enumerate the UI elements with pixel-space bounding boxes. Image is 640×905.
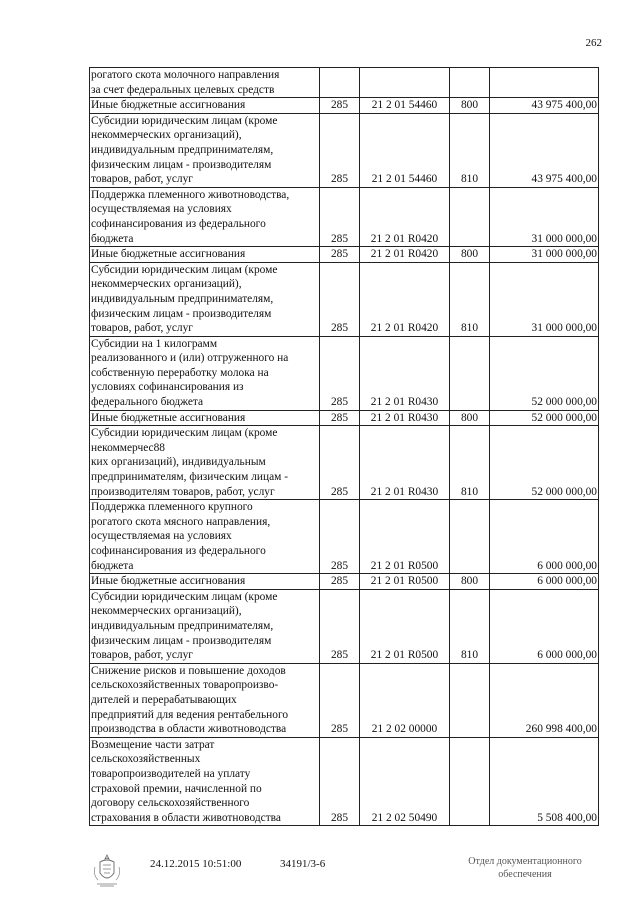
table-row: [90, 574, 599, 590]
cell-target-article: 21 2 01 R0420: [360, 262, 450, 336]
cell-amount: 52 000 000,00: [490, 426, 599, 500]
cell-description: Субсидии на 1 килограмм реализованного и (или) отгруженного на собственную переработку молока на условиях софинансирования из федерального бюджета: [90, 336, 320, 410]
cell-target-article: 21 2 01 R0500: [360, 589, 450, 663]
cell-description: Субсидии юридическим лицам (кроме некоммерчес88 ких организаций), индивидуальным предпринимателям, физическим лицам - производителям товаров, работ, услуг: [90, 426, 320, 500]
cell-expense-type: 810: [450, 262, 490, 336]
cell-department-code: 285: [320, 663, 360, 737]
cell-target-article: 21 2 01 R0430: [360, 410, 450, 426]
budget-table-body: [90, 68, 599, 826]
cell-department-code: 285: [320, 247, 360, 263]
cell-amount: 260 998 400,00: [490, 663, 599, 737]
table-row: [90, 336, 599, 410]
cell-expense-type: 800: [450, 574, 490, 590]
cell-department-code: 285: [320, 737, 360, 826]
cell-target-article: 21 2 01 R0420: [360, 187, 450, 246]
cell-target-article: 21 2 02 50490: [360, 737, 450, 826]
cell-department-code: [320, 68, 360, 98]
table-row: [90, 68, 599, 98]
cell-description: Поддержка племенного крупного рогатого скота мясного направления, осуществляемая на условиях софинансирования из федерального бюджета: [90, 500, 320, 574]
cell-expense-type: 800: [450, 98, 490, 114]
department-stamp: [450, 855, 600, 881]
cell-description: Поддержка племенного животноводства, осуществляемая на условиях софинансирования из федерального бюджета: [90, 187, 320, 246]
cell-expense-type: 800: [450, 410, 490, 426]
cell-amount: 31 000 000,00: [490, 262, 599, 336]
table-row: [90, 98, 599, 114]
footer-datetime: 24.12.2015 10:51:00: [150, 858, 242, 870]
table-row: [90, 113, 599, 187]
cell-description: рогатого скота молочного направления за счет федеральных целевых средств: [90, 68, 320, 98]
cell-expense-type: 810: [450, 426, 490, 500]
cell-department-code: 285: [320, 98, 360, 114]
cell-amount: [490, 68, 599, 98]
cell-amount: 52 000 000,00: [490, 410, 599, 426]
table-row: [90, 426, 599, 500]
cell-description: Снижение рисков и повышение доходов сельскохозяйственных товаропроизво- дителей и перерабатывающих предприятий для ведения рентабельного производства в области животноводства: [90, 663, 320, 737]
cell-amount: 52 000 000,00: [490, 336, 599, 410]
cell-amount: 43 975 400,00: [490, 113, 599, 187]
budget-table: [89, 67, 599, 826]
cell-amount: 31 000 000,00: [490, 247, 599, 263]
cell-amount: 5 508 400,00: [490, 737, 599, 826]
cell-expense-type: 810: [450, 589, 490, 663]
cell-target-article: 21 2 01 R0500: [360, 500, 450, 574]
cell-description: Иные бюджетные ассигнования: [90, 410, 320, 426]
cell-target-article: 21 2 01 R0430: [360, 426, 450, 500]
footer-document-id: 34191/3-6: [280, 858, 326, 870]
cell-expense-type: 800: [450, 247, 490, 263]
cell-expense-type: [450, 68, 490, 98]
cell-department-code: 285: [320, 589, 360, 663]
cell-expense-type: [450, 663, 490, 737]
table-row: [90, 663, 599, 737]
cell-description: Субсидии юридическим лицам (кроме некоммерческих организаций), индивидуальным предпринимателям, физическим лицам - производителям товаров, работ, услуг: [90, 113, 320, 187]
cell-amount: 43 975 400,00: [490, 98, 599, 114]
coat-of-arms-emblem: [92, 853, 122, 887]
cell-amount: 6 000 000,00: [490, 574, 599, 590]
cell-expense-type: [450, 187, 490, 246]
department-stamp-line1: Отдел документационного: [468, 856, 582, 867]
cell-target-article: 21 2 01 R0500: [360, 574, 450, 590]
cell-department-code: 285: [320, 187, 360, 246]
cell-description: Субсидии юридическим лицам (кроме некоммерческих организаций), индивидуальным предпринимателям, физическим лицам - производителям товаров, работ, услуг: [90, 262, 320, 336]
cell-expense-type: [450, 336, 490, 410]
table-row: [90, 737, 599, 826]
cell-target-article: 21 2 01 54460: [360, 113, 450, 187]
cell-expense-type: [450, 737, 490, 826]
table-row: [90, 589, 599, 663]
cell-expense-type: [450, 500, 490, 574]
cell-department-code: 285: [320, 574, 360, 590]
cell-department-code: 285: [320, 426, 360, 500]
cell-department-code: 285: [320, 500, 360, 574]
table-row: [90, 500, 599, 574]
cell-amount: 6 000 000,00: [490, 500, 599, 574]
cell-department-code: 285: [320, 113, 360, 187]
cell-description: Иные бюджетные ассигнования: [90, 247, 320, 263]
cell-target-article: 21 2 01 R0430: [360, 336, 450, 410]
page-number: 262: [585, 37, 602, 49]
table-row: [90, 187, 599, 246]
cell-description: Возмещение части затрат сельскохозяйственных товаропроизводителей на уплату страховой премии, начисленной по договору сельскохозяйственного страхования в области животноводства: [90, 737, 320, 826]
cell-target-article: 21 2 02 00000: [360, 663, 450, 737]
cell-target-article: 21 2 01 R0420: [360, 247, 450, 263]
cell-expense-type: 810: [450, 113, 490, 187]
cell-department-code: 285: [320, 262, 360, 336]
table-row: [90, 410, 599, 426]
cell-department-code: 285: [320, 410, 360, 426]
cell-amount: 6 000 000,00: [490, 589, 599, 663]
cell-amount: 31 000 000,00: [490, 187, 599, 246]
department-stamp-line2: обеспечения: [498, 869, 552, 880]
cell-description: Иные бюджетные ассигнования: [90, 98, 320, 114]
cell-department-code: 285: [320, 336, 360, 410]
cell-target-article: 21 2 01 54460: [360, 98, 450, 114]
table-row: [90, 262, 599, 336]
cell-target-article: [360, 68, 450, 98]
table-row: [90, 247, 599, 263]
cell-description: Иные бюджетные ассигнования: [90, 574, 320, 590]
cell-description: Субсидии юридическим лицам (кроме некоммерческих организаций), индивидуальным предпринимателям, физическим лицам - производителям товаров, работ, услуг: [90, 589, 320, 663]
